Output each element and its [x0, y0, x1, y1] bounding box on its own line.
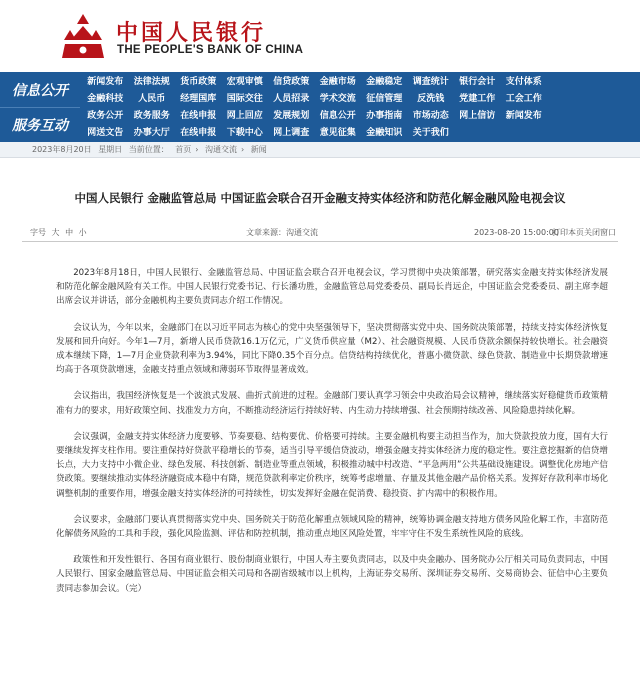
nav-item[interactable]: 信贷政策 [273, 77, 310, 87]
nav-item[interactable]: 银行会计 [459, 77, 496, 87]
nav-item[interactable]: 网上信访 [459, 111, 496, 121]
nav-grid [82, 74, 640, 142]
article-meta-bar [22, 226, 618, 242]
font-size-large-button[interactable]: 大 [51, 228, 60, 237]
nav-item[interactable]: 在线申报 [180, 128, 217, 138]
pboc-emblem-icon[interactable] [62, 14, 104, 58]
crumb-comm-link[interactable]: 沟通交流 [205, 145, 238, 154]
nav-item[interactable]: 办事大厅 [133, 128, 170, 138]
font-size-medium-button[interactable]: 中 [65, 228, 74, 237]
font-size-label: 字号 [30, 228, 46, 237]
crumb-weekday: 星期日 [98, 145, 123, 154]
crumb-news-link[interactable]: 新闻 [250, 145, 267, 154]
nav-item[interactable]: 办事指南 [366, 111, 403, 121]
nav-item[interactable]: 货币政策 [180, 77, 217, 87]
font-size-small-button[interactable]: 小 [78, 228, 87, 237]
nav-item[interactable]: 新闻发布 [505, 111, 542, 121]
nav-item[interactable]: 党建工作 [459, 94, 496, 104]
breadcrumb [0, 142, 640, 158]
nav-item[interactable]: 金融市场 [319, 77, 356, 87]
nav-item[interactable]: 下载中心 [226, 128, 263, 138]
nav-row-3 [82, 108, 640, 125]
crumb-date: 2023年8月20日 [32, 145, 92, 154]
nav-item[interactable]: 政务服务 [133, 111, 170, 121]
nav-item[interactable]: 法律法规 [133, 77, 170, 87]
nav-item[interactable]: 调查统计 [412, 77, 449, 87]
site-title-en[interactable]: THE PEOPLE'S BANK OF CHINA [117, 44, 304, 56]
nav-item[interactable]: 人民币 [138, 94, 166, 104]
crumb-separator: › [195, 145, 199, 154]
main-navigation [0, 72, 640, 142]
crumb-location-label: 当前位置： [128, 145, 169, 154]
article-paragraph: 会议强调，金融支持实体经济力度要够、节奏要稳、结构要优、价格要可持续。主要金融机构要主动担当作为，加大贷款投放力度，国有大行要继续发挥支柱作用。要注重保持好贷款平稳增长的节奏，适当引导平缓信贷波动，增强金融支持实体经济力度的稳定性。要注意挖掘新的信贷增长点，大力支持中小微企业、绿色发展、科技创新、制造业等重点领域，积极推动城中村改造、“平急两用”公共基础设施建设。调整优化房地产信贷政策。要继续推动实体经济融资成本稳中有降，规范贷款利率定价秩序，统筹考虑增量、存量及其他金融产品价格关系。发挥好存款利率市场化调整机制的重要作用，增强金融支持实体经济的可持续性，切实发挥好金融在促消费、稳投资、扩内需中的积极作用。 [56, 431, 608, 499]
article-title: 中国人民银行 金融监管总局 中国证监会联合召开金融支持实体经济和防范化解金融风险电视会议 [74, 191, 566, 205]
nav-item[interactable]: 反洗钱 [417, 94, 445, 104]
nav-item[interactable]: 政务公开 [87, 111, 124, 121]
nav-item[interactable]: 金融知识 [366, 128, 403, 138]
nav-item[interactable]: 国际交往 [226, 94, 263, 104]
nav-item[interactable]: 宏观审慎 [226, 77, 263, 87]
close-window-button[interactable]: 关闭窗口 [584, 228, 616, 237]
article-paragraph: 2023年8月18日，中国人民银行、金融监管总局、中国证监会联合召开电视会议，学习贯彻中央决策部署，研究落实金融支持实体经济发展和防范化解金融风险有关工作。中国人民银行党委书记、行长潘功胜，金融监管总局党委委员、副局长肖远企，中国证监会党委委员、副主席李超出席会议并讲话，部分金融机构主要负责同志介绍工作情况。 [56, 268, 608, 307]
nav-item[interactable]: 经理国库 [180, 94, 217, 104]
article-source: 文章来源：沟通交流 [246, 228, 318, 237]
nav-item[interactable]: 支付体系 [505, 77, 542, 87]
nav-item[interactable]: 在线申报 [180, 111, 217, 121]
site-title-cn[interactable]: 中国人民银行 [116, 20, 267, 46]
crumb-home-link[interactable]: 首页 [175, 145, 192, 154]
print-button[interactable]: 打印本页 [552, 228, 584, 237]
nav-item[interactable]: 网上调查 [273, 128, 310, 138]
article-paragraph: 政策性和开发性银行、各国有商业银行、股份制商业银行，中国人寿主要负责同志，以及中央金融办、国务院办公厅相关司局负责同志，中国人民银行、国家金融监管总局、中国证监会相关司局和各副省级城市以上机构，上海证券交易所、深圳证券交易所、交易商协会、征信中心主要负责同志参加会议。（完） [56, 555, 608, 594]
nav-item[interactable]: 工会工作 [505, 94, 542, 104]
article-paragraph: 会议要求，金融部门要认真贯彻落实党中央、国务院关于防范化解重点领域风险的精神，统筹协调金融支持地方债务风险化解工作，丰富防范化解债务风险的工具和手段，强化风险监测、评估和防控机制，推动重点地区风险处置，牢牢守住不发生系统性风险的底线。 [56, 514, 608, 540]
nav-item[interactable]: 意见征集 [319, 128, 356, 138]
nav-item[interactable]: 人员招录 [273, 94, 310, 104]
nav-label-service: 服务互动 [0, 107, 80, 142]
article-date: 2023-08-20 15:00:00 [474, 228, 559, 237]
nav-item[interactable]: 网上回应 [226, 111, 263, 121]
nav-item[interactable]: 征信管理 [366, 94, 403, 104]
nav-item[interactable]: 金融稳定 [366, 77, 403, 87]
nav-item[interactable]: 学术交流 [319, 94, 356, 104]
article-body [56, 266, 608, 608]
nav-item[interactable]: 发展规划 [273, 111, 310, 121]
nav-label-info: 信息公开 [12, 82, 68, 99]
nav-row-1 [82, 74, 640, 91]
crumb-separator: › [241, 145, 245, 154]
nav-item[interactable]: 新闻发布 [87, 77, 124, 87]
nav-item[interactable]: 信息公开 [319, 111, 356, 121]
article-paragraph: 会议指出，我国经济恢复是一个波浪式发展、曲折式前进的过程。金融部门要认真学习领会中央政治局会议精神，继续落实好稳健货币政策精准有力的要求，用好政策空间、找准发力方向，不断推动经济运行持续好转、内生动力持续增强、社会预期持续改善、风险隐患持续化解。 [56, 391, 608, 416]
nav-row-4 [82, 125, 640, 142]
nav-item[interactable]: 网送文告 [87, 128, 124, 138]
font-size-control [30, 226, 87, 240]
site-header [0, 0, 640, 72]
article-paragraph: 会议认为，今年以来，金融部门在以习近平同志为核心的党中央坚强领导下，坚决贯彻落实党中央、国务院决策部署，持续支持实体经济恢复发展和回升向好。今年1—7月，新增人民币贷款16.1万亿元，广义货币供应量（M2）、社会融资规模、人民币贷款余额保持较快增长。社会融资成本继续下降，1—7月企业贷款利率为3.94%，同比下降0.35个百分点。信贷结构持续优化，普惠小微贷款、绿色贷款、制造业中长期贷款增速均高于各项贷款增速，金融支持重点领域和薄弱环节取得显著成效。 [56, 322, 608, 376]
nav-item[interactable]: 金融科技 [87, 94, 124, 104]
nav-row-2 [82, 91, 640, 108]
nav-item[interactable]: 关于我们 [412, 128, 449, 138]
nav-item[interactable]: 市场动态 [412, 111, 449, 121]
